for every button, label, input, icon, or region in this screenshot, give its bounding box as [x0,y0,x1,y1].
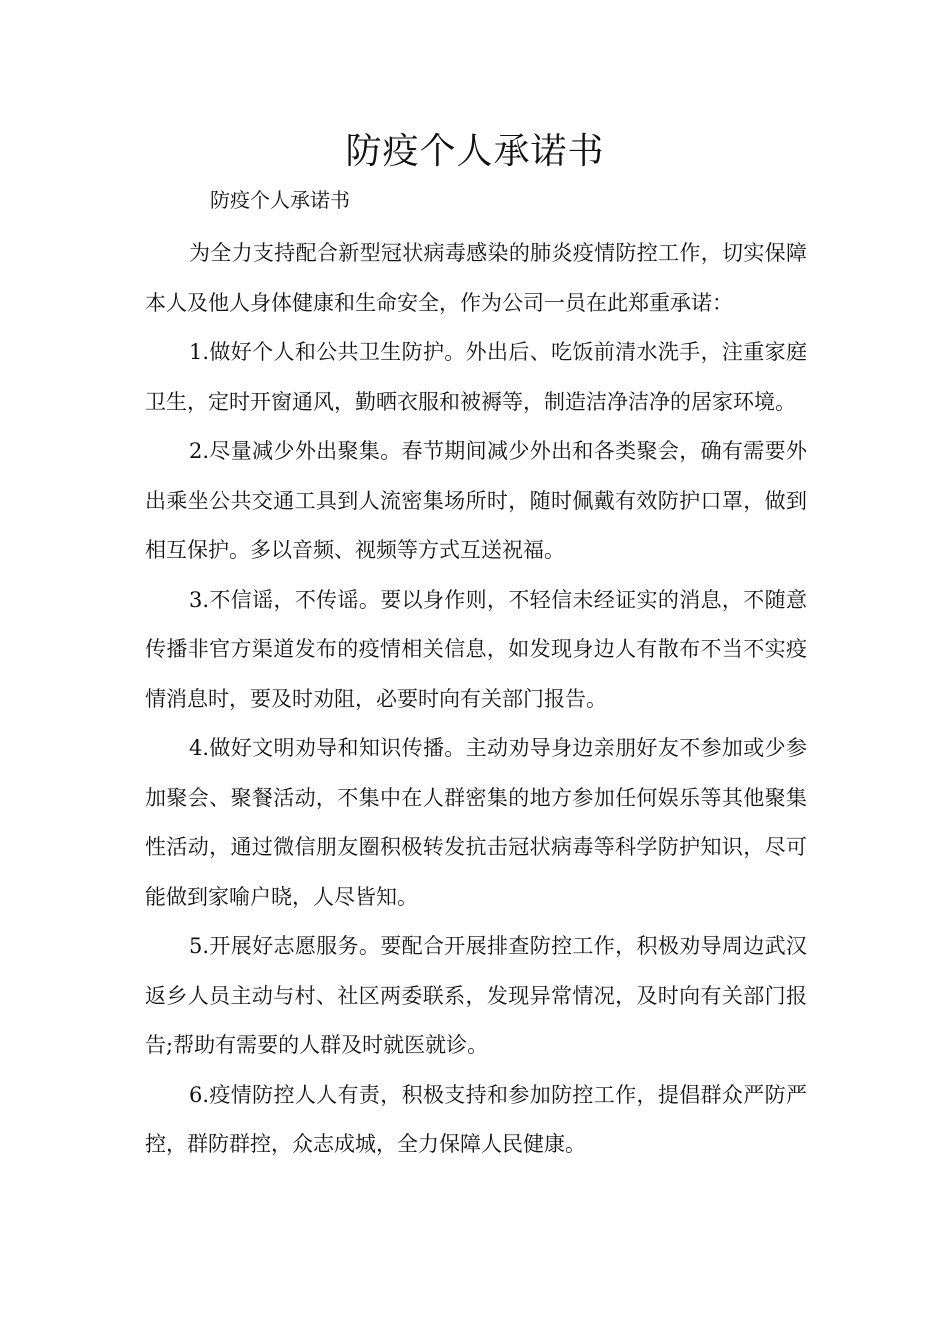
document-subtitle: 防疫个人承诺书 [210,188,350,212]
paragraph-item-2: 2.尽量减少外出聚集。春节期间减少外出和各类聚会，确有需要外出乘坐公共交通工具到人流密集场所时，随时佩戴有效防护口罩，做到相互保护。多以音频、视频等方式互送祝福。 [145,439,807,562]
paragraph-item-3: 3.不信谣，不传谣。要以身作则，不轻信未经证实的消息，不随意传播非官方渠道发布的疫情相关信息，如发现身边人有散布不当不实疫情消息时，要及时劝阻，必要时向有关部门报告。 [145,587,807,711]
paragraph-item-5: 5.开展好志愿服务。要配合开展排查防控工作，积极劝导周边武汉返乡人员主动与村、社区两委联系，发现异常情况，及时向有关部门报告;帮助有需要的人群及时就医就诊。 [145,934,807,1057]
paragraph-intro: 为全力支持配合新型冠状病毒感染的肺炎疫情防控工作，切实保障本人及他人身体健康和生命安全，作为公司一员在此郑重承诺： [145,241,807,315]
paragraph-item-6: 6.疫情防控人人有责，积极支持和参加防控工作，提倡群众严防严控，群防群控，众志成城，全力保障人民健康。 [145,1082,807,1156]
paragraph-item-4: 4.做好文明劝导和知识传播。主动劝导身边亲朋好友不参加或少参加聚会、聚餐活动，不集中在人群密集的地方参加任何娱乐等其他聚集性活动，通过微信朋友圈积极转发抗击冠状病毒等科学防护知识，尽可能做到家喻户晓，人尽皆知。 [145,736,807,909]
document-body [145,229,807,1170]
document-title: 防疫个人承诺书 [345,131,605,172]
paragraph-item-1: 1.做好个人和公共卫生防护。外出后、吃饭前清水洗手，注重家庭卫生，定时开窗通风，勤晒衣服和被褥等，制造洁净洁净的居家环境。 [145,340,807,414]
